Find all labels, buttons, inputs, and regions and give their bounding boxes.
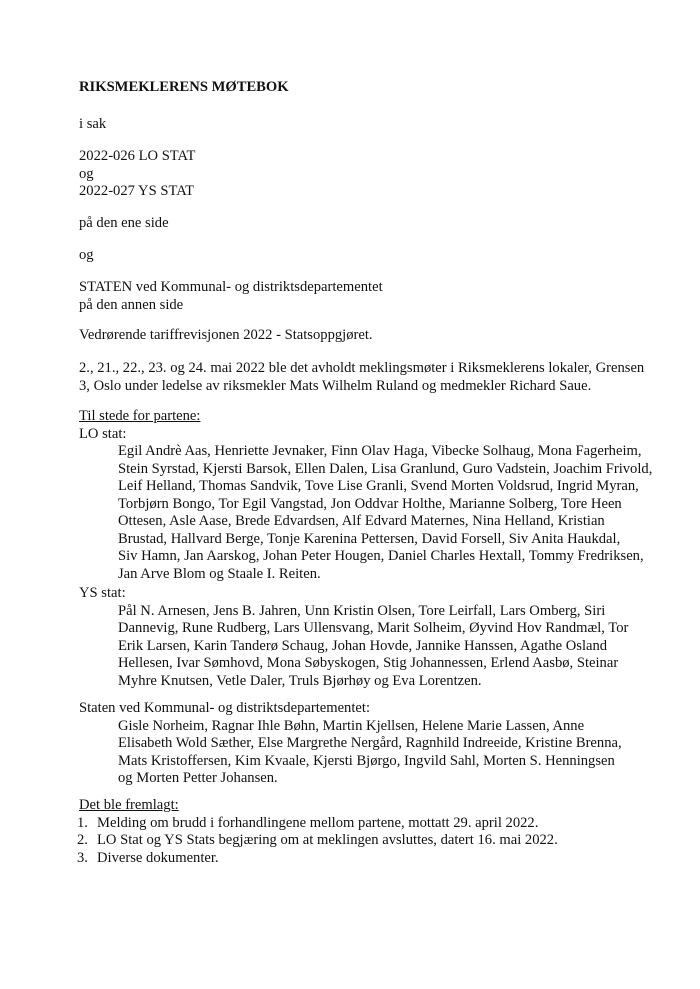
- party-two: [79, 279, 383, 314]
- attendees-section: [79, 408, 652, 583]
- documents-section: [79, 797, 558, 867]
- staten-heading: Staten ved Kommunal- og distriktsdepartementet:: [79, 700, 370, 716]
- lo-member-line: Stein Syrstad, Kjersti Barsok, Ellen Dalen, Lisa Granlund, Guro Vadstein, Joachim Frivold,: [118, 460, 653, 477]
- ys-member-line: Erik Larsen, Karin Tanderø Schaug, Johan Hovde, Jannike Hanssen, Agathe Osland: [118, 637, 608, 654]
- lo-members: [79, 443, 652, 583]
- document-item-text: Melding om brudd i forhandlingene mellom partene, mottatt 29. april 2022.: [97, 814, 539, 831]
- document-item: [79, 850, 558, 868]
- ys-member-line: Dannevig, Rune Rudberg, Lars Ullensvang, Marit Solheim, Øyvind Hov Randmæl, Tor: [118, 620, 629, 636]
- staten-member-line: Mats Kristoffersen, Kim Kvaale, Kjersti Bjørgo, Ingvild Sahl, Morten S. Henningsen: [118, 752, 615, 769]
- ys-members: [79, 603, 628, 691]
- ys-member-line: Hellesen, Ivar Sømhovd, Mona Søbyskogen, Stig Johannessen, Erlend Aasbø, Steinar: [118, 655, 619, 671]
- party-two-side: på den annen side: [79, 296, 184, 313]
- document-item-number: 2.: [77, 832, 88, 848]
- case-numbers: [79, 148, 195, 201]
- staten-member-line: Gisle Norheim, Ragnar Ihle Bøhn, Martin Kjellsen, Helene Marie Lassen, Anne: [118, 717, 585, 734]
- documents-heading: Det ble fremlagt:: [79, 797, 179, 813]
- document-item: [79, 815, 558, 833]
- staten-members: [79, 718, 622, 788]
- staten-section: [79, 700, 622, 788]
- lo-member-line: Torbjørn Bongo, Tor Egil Vangstad, Jon Oddvar Holthe, Marianne Solberg, Tore Heen: [118, 495, 622, 512]
- case-og: og: [79, 165, 94, 182]
- meeting-info-line: 3, Oslo under ledelse av riksmekler Mats Wilhelm Ruland og medmekler Richard Saue.: [79, 377, 592, 394]
- staten-member-line: og Morten Petter Johansen.: [118, 770, 278, 786]
- document-item-number: 3.: [77, 849, 88, 866]
- present-heading: Til stede for partene:: [79, 408, 201, 424]
- document-title: RIKSMEKLERENS MØTEBOK: [79, 79, 289, 95]
- document-item-text: Diverse dokumenter.: [97, 849, 219, 866]
- meeting-info-line: 2., 21., 22., 23. og 24. mai 2022 ble det avholdt meklingsmøter i Riksmeklerens lokaler, Grensen: [79, 360, 645, 376]
- side-one-text: på den ene side: [79, 215, 169, 231]
- documents-list: [79, 815, 558, 868]
- lo-member-line: Leif Helland, Thomas Sandvik, Tove Lise Granli, Svend Morten Voldsrud, Ingrid Myran,: [118, 478, 639, 494]
- og-text: og: [79, 247, 94, 263]
- document-item-number: 1.: [77, 814, 88, 831]
- lo-member-line: Jan Arve Blom og Staale I. Reiten.: [118, 565, 321, 582]
- ys-section: [79, 585, 628, 690]
- ys-member-line: Myhre Knutsen, Vetle Daler, Truls Bjørhøy og Eva Lorentzen.: [118, 672, 482, 689]
- subject-line: Vedrørende tariffrevisjonen 2022 - Statsoppgjøret.: [79, 327, 373, 343]
- lo-heading: LO stat:: [79, 425, 127, 442]
- document-item-text: LO Stat og YS Stats begjæring om at meklingen avsluttes, datert 16. mai 2022.: [97, 832, 558, 848]
- document-item: [79, 832, 558, 850]
- ys-heading: YS stat:: [79, 585, 126, 601]
- lo-member-line: Siv Hamn, Jan Aarskog, Johan Peter Hougen, Daniel Charles Hextall, Tommy Fredriksen,: [118, 548, 644, 564]
- staten-member-line: Elisabeth Wold Sæther, Else Margrethe Nergård, Ragnhild Indreeide, Kristine Brenna,: [118, 735, 622, 751]
- case-ys: 2022-027 YS STAT: [79, 183, 195, 199]
- lo-member-line: Brustad, Hallvard Berge, Tonje Karenina Pettersen, David Forsell, Siv Anita Haukdal,: [118, 530, 621, 547]
- meeting-info: [79, 360, 644, 395]
- lo-member-line: Egil Andrè Aas, Henriette Jevnaker, Finn Olav Haga, Vibecke Solhaug, Mona Fagerheim,: [118, 443, 642, 459]
- party-two-name: STATEN ved Kommunal- og distriktsdepartementet: [79, 279, 383, 295]
- ys-member-line: Pål N. Arnesen, Jens B. Jahren, Unn Kristin Olsen, Tore Leirfall, Lars Omberg, Siri: [118, 602, 606, 619]
- lo-member-line: Ottesen, Asle Aase, Brede Edvardsen, Alf Edvard Maternes, Nina Helland, Kristian: [118, 513, 605, 529]
- case-lo: 2022-026 LO STAT: [79, 148, 196, 164]
- i-sak-label: i sak: [79, 116, 107, 132]
